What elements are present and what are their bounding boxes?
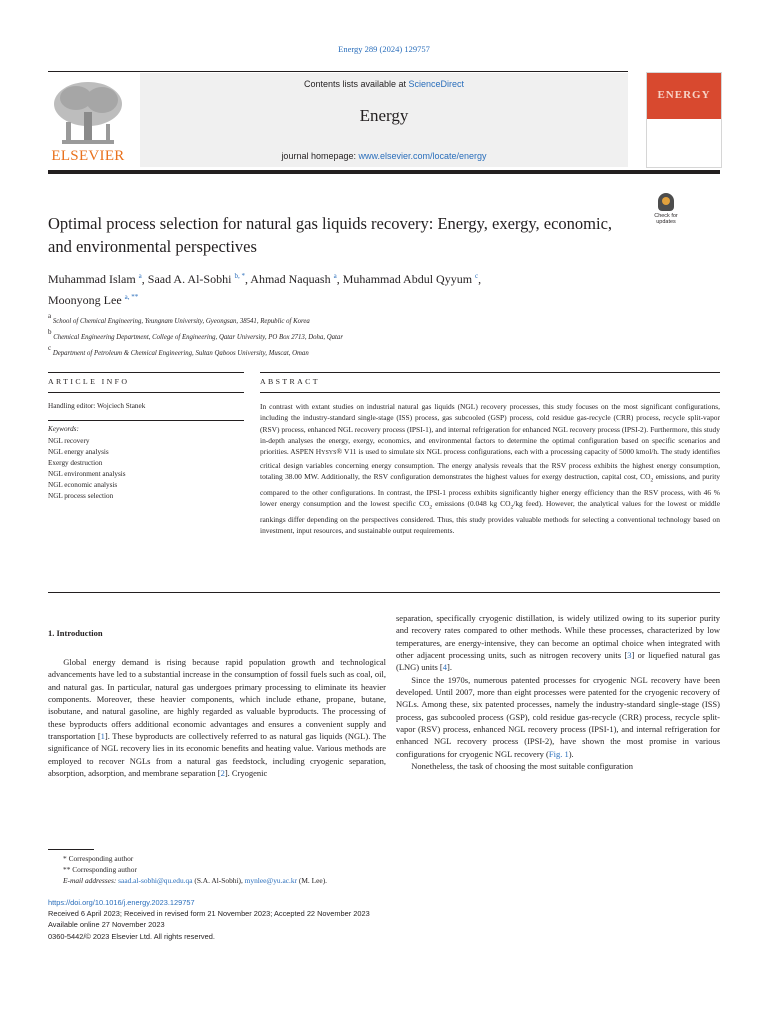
keyword: Exergy destruction xyxy=(48,459,103,467)
author-list: Muhammad Islam $^a$, Saad A. Al-Sobhi $^{b, *}$, Ahmad Naquash $^a$, Muhammad Abdul Qyyum $^c$, Moonyong Lee $^{a, **}$ xyxy=(48,272,482,307)
paragraph: separation, specifically cryogenic distillation, is widely utilized owing to its superior purity and recovery rates compared to other methods. While these processes, characterized by low temperatures, are energy-intensive, they can become an optimal choice when integrated with other adjacent processing units, such as nitrogen recovery units [3] or liquefied natural gas (LNG) units [4]. xyxy=(396,613,720,673)
article-info-heading: ARTICLE INFO xyxy=(48,377,130,386)
abstract-rule-top xyxy=(260,372,720,373)
available-online: Available online 27 November 2023 xyxy=(48,920,165,930)
keyword: NGL process selection xyxy=(48,492,114,500)
author[interactable]: Muhammad Abdul Qyyum $^c$ xyxy=(342,272,479,286)
publication-info xyxy=(48,897,370,942)
body-column-left xyxy=(48,656,386,779)
check-updates-label: Check for updates xyxy=(654,213,678,225)
article-title: Optimal process selection for natural gas liquids recovery: Energy, exergy, economic, and environmental perspectives xyxy=(48,214,613,256)
author[interactable]: Ahmad Naquash $^a$ xyxy=(250,272,337,286)
affiliation: a School of Chemical Engineering, Yeungnam University, Gyeongsan, 38541, Republic of Korea xyxy=(48,312,310,325)
homepage-link[interactable]: www.elsevier.com/locate/energy xyxy=(358,151,487,161)
footnote: ** Corresponding author xyxy=(63,865,137,875)
article-info-rule-top xyxy=(48,372,244,373)
elsevier-tree-logo xyxy=(48,78,128,150)
abstract-rule xyxy=(260,392,720,393)
affiliation: c Department of Petroleum & Chemical Engineering, Sultan Qaboos University, Muscat, Oman xyxy=(48,344,309,357)
email-footnote: E-mail addresses: saad.al-sobhi@qu.edu.qa (S.A. Al-Sobhi), mynlee@yu.ac.kr (M. Lee). xyxy=(63,876,328,886)
keywords-label: Keywords: xyxy=(48,425,79,433)
header-thick-rule xyxy=(48,170,720,174)
check-updates-icon xyxy=(658,193,674,211)
copyright: 0360-5442/© 2023 Elsevier Ltd. All rights reserved. xyxy=(48,931,215,941)
keyword: NGL economic analysis xyxy=(48,481,118,489)
footnotes xyxy=(48,853,327,887)
footnote: * Corresponding author xyxy=(63,854,134,863)
footnote-rule xyxy=(48,849,94,850)
abstract-heading: ABSTRACT xyxy=(260,377,320,386)
publisher-wordmark: ELSEVIER xyxy=(51,148,125,164)
section-heading-introduction: 1. Introduction xyxy=(48,628,103,638)
check-for-updates-button[interactable] xyxy=(646,193,686,231)
journal-title: Energy xyxy=(359,106,409,125)
keyword: NGL environment analysis xyxy=(48,470,126,478)
author[interactable]: Muhammad Islam $^a$ xyxy=(48,272,142,286)
body-column-right xyxy=(396,612,720,772)
article-info-rule xyxy=(48,392,244,393)
cover-wordmark: ENERGY xyxy=(657,89,711,101)
paragraph: Nonetheless, the task of choosing the most suitable configuration xyxy=(411,761,633,772)
paragraph: Since the 1970s, numerous patented processes for cryogenic NGL recovery have been developed. Until 2007, more than eight processes were patented for the cryogenic recovery of NGLs. Among these, six patented processes, namely the industry-standard single-stage (ISS) process, gas subcooled process (GSP), cold residue gas-recycle (CRR) process, recycle split-vapor (RSV) process, enhanced NGL recovery process (IPSI-1), and internal refrigeration for enhanced NGL recovery process (IPSI-2), have shown the most promise in various configurations for cryogenic NGL recovery (Fig. 1). xyxy=(396,674,720,759)
affiliation: b Chemical Engineering Department, College of Engineering, Qatar University, PO Box 2713, Doha, Qatar xyxy=(48,328,343,341)
handling-editor: Handling editor: Wojciech Stanek xyxy=(48,402,146,410)
keyword: NGL recovery xyxy=(48,437,90,445)
reference-link[interactable]: 1 xyxy=(100,731,105,742)
contents-line: Contents lists available at ScienceDirect xyxy=(303,79,465,89)
author[interactable]: Saad A. Al-Sobhi $^{b, *}$ xyxy=(147,272,245,286)
journal-homepage-line: journal homepage: www.elsevier.com/locate/energy xyxy=(281,151,487,161)
affiliations xyxy=(48,311,648,359)
email-link[interactable]: mynlee@yu.ac.kr xyxy=(244,876,298,886)
email-link[interactable]: saad.al-sobhi@qu.edu.qa xyxy=(118,876,193,886)
reference-link[interactable]: 4 xyxy=(442,662,447,673)
reference-link[interactable]: 3 xyxy=(627,650,632,661)
keywords-rule xyxy=(48,420,244,421)
doi-link[interactable]: https://doi.org/10.1016/j.energy.2023.129757 xyxy=(48,898,195,907)
keyword: NGL energy analysis xyxy=(48,448,109,456)
paragraph: Global energy demand is rising because rapid population growth and technological advancements have led to a substantial increase in the consumption of fossil fuels such as coal, oil, and natural gas. In particular, natural gas undergoes primary processing to eliminate its heavier components. Moreover, these heavier components, which include ethane, propane, butane, isobutane, and natural gasoline, are highly regarded as valuable byproducts. The processing of these byproducts offers additional economic advantages and ensures a convenient supply and transportation [1]. These byproducts are collectively referred to as natural gas liquids (NGL). The significance of NGL recovery lies in its economic benefits and heating value. Various methods are employed to recover NGLs from a natural gas feedstock, including cryogenic separation, absorption, adsorption, and membrane separation [2]. Cryogenic xyxy=(48,657,386,779)
keyword-list xyxy=(48,436,126,502)
journal-citation[interactable]: Energy 289 (2024) 129757 xyxy=(338,44,430,54)
received-dates: Received 6 April 2023; Received in revised form 21 November 2023; Accepted 22 November 2023 xyxy=(48,909,370,919)
reference-link[interactable]: 2 xyxy=(220,768,225,779)
abstract-bottom-rule xyxy=(48,592,720,593)
journal-cover-image[interactable] xyxy=(646,72,722,168)
figure-link[interactable]: Fig. 1 xyxy=(548,748,569,759)
author[interactable]: Moonyong Lee $^{a, **}$ xyxy=(48,293,139,307)
abstract-text: In contrast with extant studies on industrial natural gas liquids (NGL) recovery processes, this study focuses on the most significant configurations, including the industry-standard single-stage (ISS) process, gas subcooled (GSP) process, cold residue gas-recycle (CRR) process, recycle split-vapor (RSV) process, enhanced NGL recovery process (IPSI-1), and internal refrigeration for enhanced NGL recovery process (IPSI-2). Furthermore, this study in-depth analyses the energy, exergy, economics, and environmental factors to determine the optimal configuration based on specific scenarios and priorities. ASPEN HYSYS® V11 is used to simulate six NGL process configurations, each with a processing capacity of 5000 kmol/h. The study identifies critical design variables concerning energy consumption. The energy analysis reveals that the RSV process exhibits the highest energy consumption, totaling 38.00 MW. Additionally, the RSV configuration demonstrates the highest values for exergy destruction, capital cost, $CO_2$ emissions, and purity compared to the other configurations. In contrast, the IPSI-1 process exhibits significantly higher energy efficiency than the RSV process, with 46 % lower energy consumption and the lowest specific $CO_2$ emissions (0.048 kg $CO_2/kg$ feed). However, the analytical values for the lowest or middle rankings differ depending on the perspectives considered. Thus, this study provides valuable methods for selecting a conventional technology based on investment, input resources, and sustainable output requirements. xyxy=(260,402,720,536)
header-rule xyxy=(48,71,628,72)
sciencedirect-link[interactable]: ScienceDirect xyxy=(408,79,465,89)
